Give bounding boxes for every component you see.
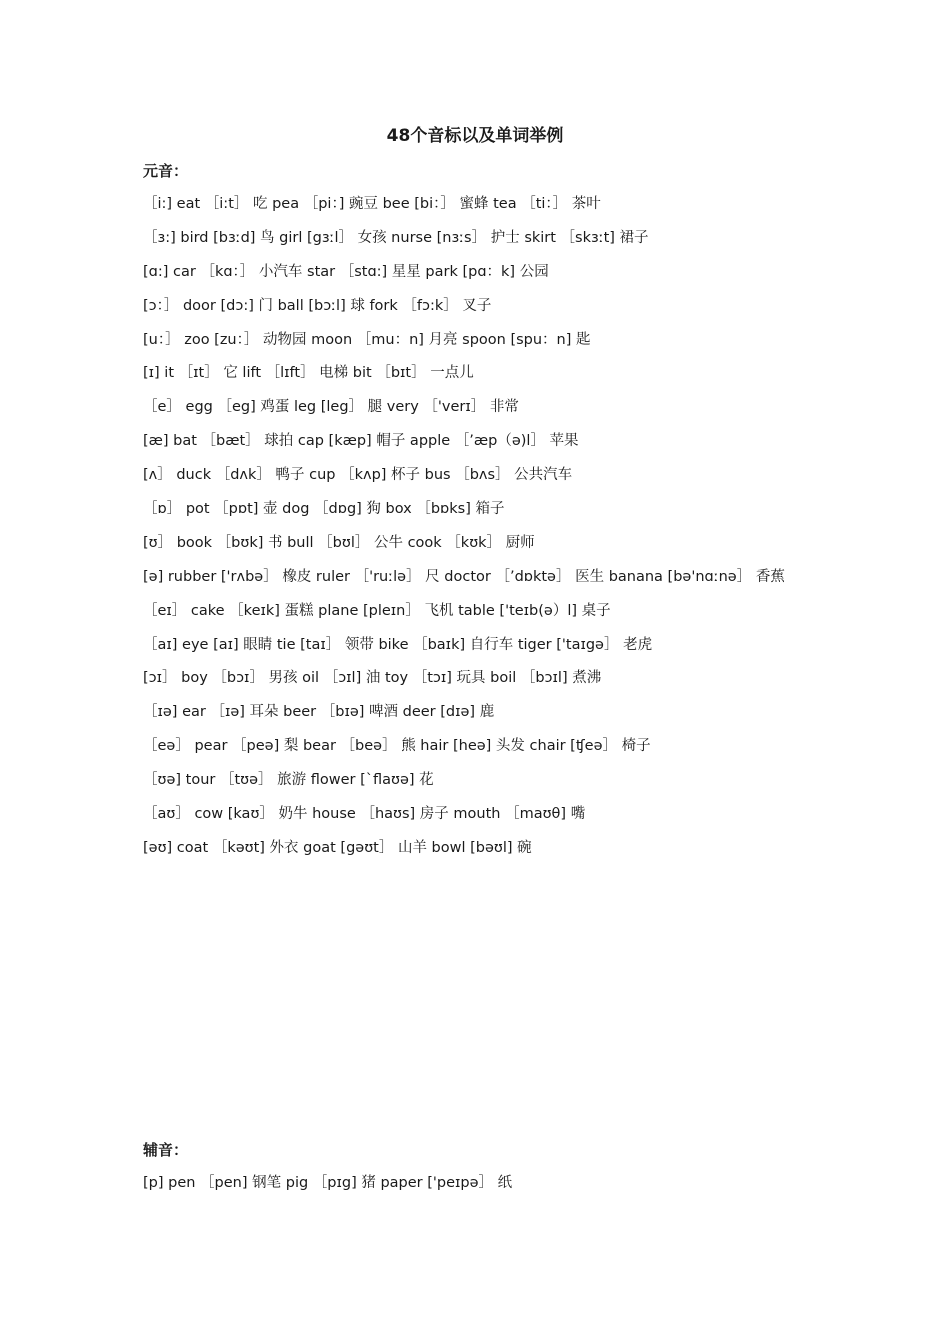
vowel-line: [ʊ］ book ［bʊk] 书 bull ［bʊl］ 公牛 cook ［kʊk］ 厨师 — [143, 534, 535, 551]
vowel-list — [143, 192, 843, 870]
vowel-line: ［ʊə] tour ［tʊə］ 旅游 flower [`flaʊə] 花 — [143, 772, 434, 789]
vowel-line: ［eɪ］ cake ［keɪk] 蛋糕 plane [pleɪn］ 飞机 table ['teɪb(ə）l] 桌子 — [143, 602, 611, 619]
vowel-line: [ɔ：］ door [dɔ:] 门 ball [bɔːl] 球 fork ［fɔ:k］ 叉子 — [143, 297, 492, 314]
vowel-line: [æ] bat ［bæt］ 球拍 cap [kæp] 帽子 apple ［’æp（ə)l］ 苹果 — [143, 433, 579, 450]
consonant-line: [p] pen ［pen] 钢笔 pig ［pɪg] 猪 paper ['peɪpə］ 纸 — [143, 1175, 513, 1191]
vowel-line: [ɔɪ］ boy ［bɔɪ］ 男孩 oil ［ɔɪl] 油 toy ［tɔɪ] 玩具 boil ［bɔɪl] 煮沸 — [143, 670, 602, 687]
vowel-line: ［ɜ:] bird [bɜːd] 鸟 girl [gɜːl］ 女孩 nurse [nɜːs］ 护士 skirt ［skɜːt] 裙子 — [143, 229, 649, 246]
vowel-line: ［aʊ］ cow [kaʊ］ 奶牛 house ［haʊs] 房子 mouth ［maʊθ] 嘴 — [143, 806, 586, 823]
vowel-line: ［ɪə] ear ［ɪə] 耳朵 beer ［bɪə] 啤酒 deer [dɪə] 鹿 — [143, 704, 495, 721]
consonants-heading: 辅音： — [143, 1141, 189, 1159]
vowel-line: [u：］ zoo [zu：］ 动物园 moon ［mu：n] 月亮 spoon [spu：n] 匙 — [143, 331, 591, 348]
vowel-line: [ɑ:] car ［kɑ：］ 小汽车 star ［stɑ:] 星星 park [pɑ：k] 公园 — [143, 263, 549, 280]
vowel-line: ［e］ egg ［eg] 鸡蛋 leg [leg］ 腿 very ［'verɪ］ 非常 — [143, 399, 519, 416]
vowel-line: [ə] rubber ['rʌbə］ 橡皮 ruler ［'ruːlə］ 尺 doctor ［’dɒktə］ 医生 banana [bə'nɑːnə］ 香蕉 — [143, 568, 785, 585]
vowel-line: [əʊ] coat ［kəʊt] 外衣 goat [gəʊt］ 山羊 bowl [bəʊl] 碗 — [143, 839, 532, 856]
consonant-list — [143, 1171, 843, 1205]
vowel-line: ［i:] eat ［i:t］ 吃 pea ［pi：] 豌豆 bee [bi：］ 蜜蜂 tea ［ti：］ 茶叶 — [143, 196, 601, 212]
vowel-line: ［aɪ] eye [aɪ] 眼睛 tie [taɪ］ 领带 bike ［baɪk] 自行车 tiger ['taɪgə］ 老虎 — [143, 636, 653, 653]
vowel-line: [ʌ］ duck ［dʌk］ 鸭子 cup ［kʌp] 杯子 bus ［bʌs］ 公共汽车 — [143, 467, 573, 484]
vowel-line: ［eə］ pear ［peə] 梨 bear ［beə］ 熊 hair [heə] 头发 chair [ʧeə］ 椅子 — [143, 738, 651, 755]
vowel-line: [ɪ] it ［ɪt］ 它 lift ［lɪft］ 电梯 bit ［bɪt］ 一点儿 — [143, 365, 474, 382]
vowels-heading: 元音： — [143, 162, 189, 180]
vowel-line: ［ɒ］ pot ［pɒt] 壶 dog ［dɒg] 狗 box ［bɒks] 箱子 — [143, 501, 505, 518]
document-title: 48个音标以及单词举例 — [386, 126, 564, 146]
